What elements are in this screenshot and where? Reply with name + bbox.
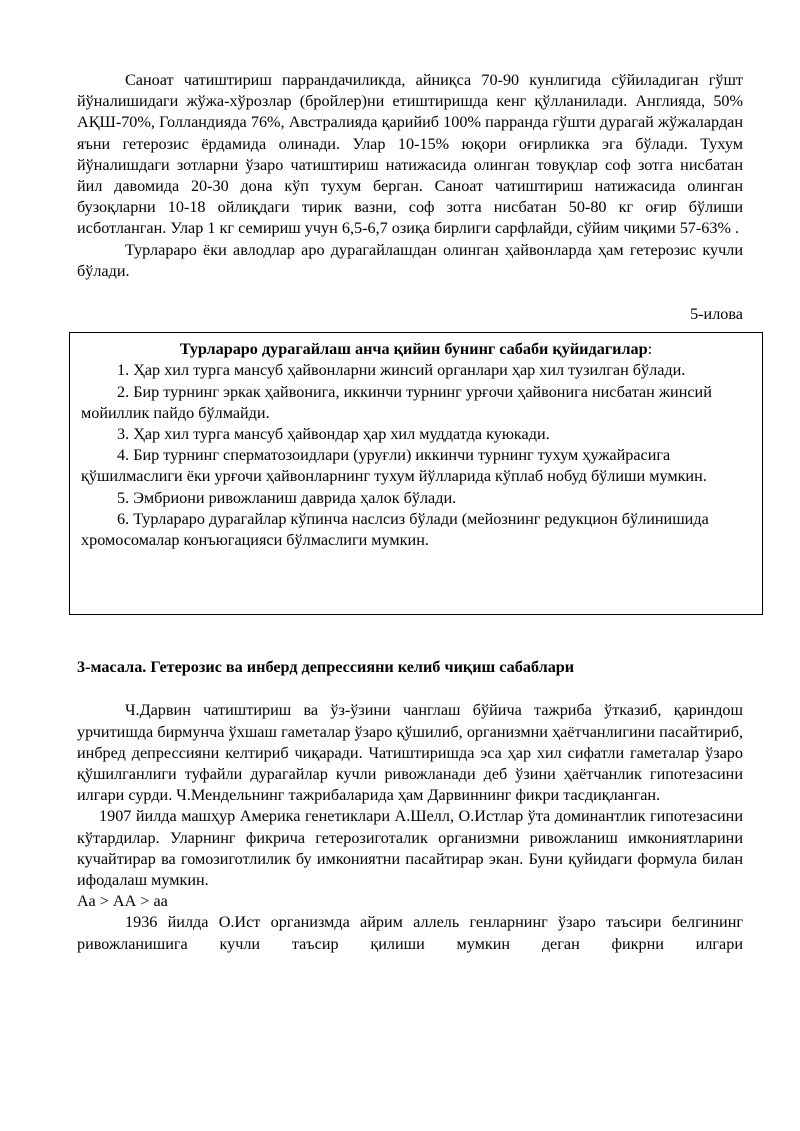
box-title: [81, 339, 751, 360]
appendix-label: 5-илова: [690, 305, 743, 324]
box-title-colon: :: [647, 340, 653, 359]
intro-paragraph-2: Турлараро ёки авлодлар аро дурагайлашдан олинган ҳайвонларда ҳам гетерозис кучли бўлади.: [77, 240, 743, 280]
box-title-text: Турлараро дурагайлаш анча қийин бунинг сабаби қуйидагилар: [179, 340, 648, 359]
box-item-3: 3. Ҳар хил турга мансуб ҳайвондар ҳар хил муддатда куюкади.: [117, 425, 550, 444]
document-page: [77, 70, 743, 955]
intro-paragraph-1: Саноат чатиштириш паррандачиликда, айниқса 70-90 кунлигида сўйиладиган гўшт йўналишидаги жўжа-хўрозлар (бройлер)ни етиштиришда кенг қўлланилади. Англияда, 50% АҚШ-70%, Голландияда 76%, Австралияда қарийиб 100% парранда гўшти дурагай жўжалардан яъни гетерозис ёрдамида олинади. Улар 10-15% юқори оғирликка эга бўлади. Тухум йўналишдаги зотларни ўзаро чатиштириш натижасида олинган товуқлар соф зотга нисбатан йил давомида 20-30 дона кўп тухум берган. Саноат чатиштириш натижасида олинган бузоқларни 10-18 ойлиқдаги тирик вазни, соф зотга нисбатан 50-80 кг оғир бўлиши исботланган. Улар 1 кг семириш учун 6,5-6,7 озиқа бирлиги сарфлайди, сўйим чиқими 57-63% .: [77, 71, 743, 238]
box-item-2: 2. Бир турнинг эркак ҳайвонига, иккинчи турнинг урғочи ҳайвонига нисбатан жинсий мойиллик пайдо бўлмайди.: [81, 382, 712, 422]
box-item-5: 5. Эмбриони ривожланиш даврида ҳалок бўлади.: [117, 488, 457, 507]
appendix-box: [69, 332, 763, 615]
task-paragraph-2: 1907 йилда машҳур Америка генетиклари А.Шелл, О.Истлар ўта доминантлик гипотезасини кўтардилар. Уларнинг фикрича гетерозиготалик организмни ривожланиш имкониятларини кучайтирар ва гомозиготлилик бу имкониятни пасайтирар экан. Буни қуйидаги формула билан ифодалаш мумкин.: [77, 807, 743, 890]
task-title: 3-масала. Гетерозис ва инберд депрессияни келиб чиқиш сабаблари: [77, 658, 575, 677]
box-item-1: 1. Ҳар хил турга мансуб ҳайвонларни жинсий органлари ҳар хил тузилган бўлади.: [117, 361, 686, 380]
box-item-4: 4. Бир турнинг сперматозоидлари (уруғли) иккинчи турнинг тухум ҳужайрасига қўшилмаслиги ёки урғочи ҳайвонларнинг тухум йўлларида кўплаб нобуд бўлиши мумкин.: [81, 446, 707, 486]
task-formula: Аа > АА > аа: [77, 892, 168, 911]
box-item-6: 6. Турлараро дурагайлар кўпинча наслсиз бўлади (мейознинг редукцион бўлинишида хромосомалар конъюгацияси бўлмаслиги мумкин.: [81, 509, 709, 550]
task-paragraph-1: Ч.Дарвин чатиштириш ва ўз-ўзини чанглаш бўйича тажриба ўтказиб, қариндош урчитишда бирмунча ўхшаш гаметалар ўзаро қўшилиб, организмни ҳаётчанлигини пасайтириб, инбред депрессияни келтириб чиқаради. Чатиштиришда эса ҳар хил сифатли гаметалар ўзаро қўшилганлиги туфайли дурагайлар кучли ривожланади деб ўзини ҳаётчанлик гипотезасини илгари сурди. Ч.Мендельнинг тажрибаларида ҳам Дарвиннинг фикри тасдиқланган.: [77, 701, 743, 805]
task-paragraph-3: 1936 йилда О.Ист организмда айрим аллель генларнинг ўзаро таъсири белгининг ривожланишига кучли таъсир қилиши мумкин деган фикрни илгари: [77, 913, 743, 953]
